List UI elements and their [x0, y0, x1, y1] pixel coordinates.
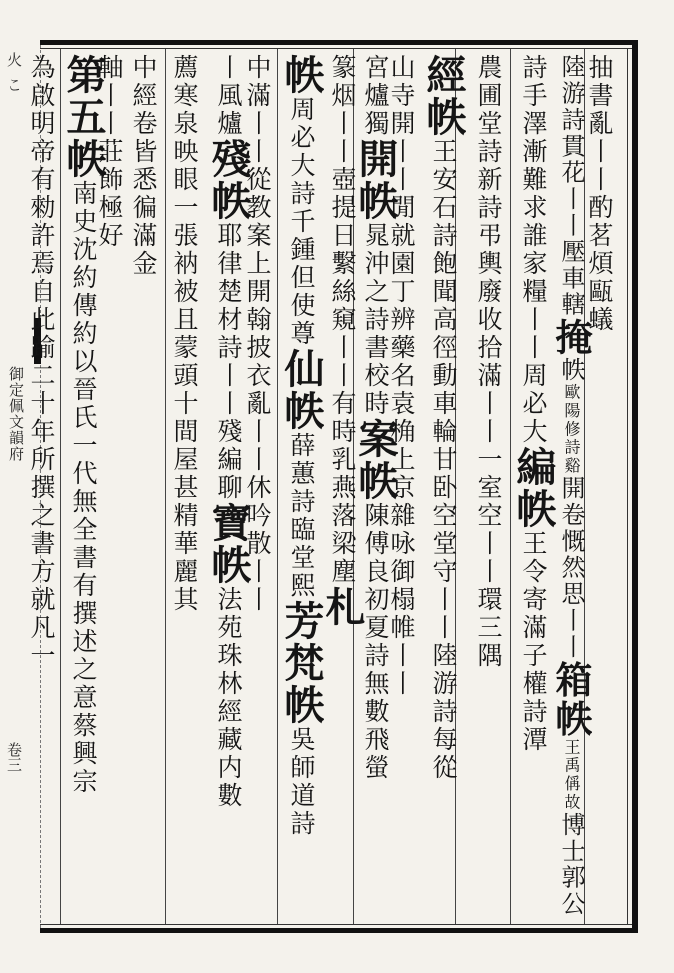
text-run: 農圃堂詩新詩弔輿廢收拾滿丨丨: [474, 54, 503, 446]
headword: 仙帙: [278, 348, 325, 432]
headword: 掩: [549, 318, 593, 357]
text-run: 南史沈約傳約以晉氏一代無全書有撰述之意蔡興宗: [69, 180, 98, 796]
text-run: 帙: [557, 357, 585, 384]
text-column: [29, 54, 54, 670]
text-run: 十間屋甚精華麗其: [170, 390, 199, 614]
frame-right-border: [632, 40, 638, 933]
text-column: [60, 54, 107, 796]
column-rule: [165, 49, 166, 924]
column-rule: [60, 49, 61, 924]
text-column: [420, 54, 467, 782]
headword: 編帙: [510, 446, 557, 530]
text-column: [319, 54, 366, 628]
text-column: [510, 54, 557, 754]
spine-head-marks: 火こ: [5, 52, 23, 102]
headword: 經帙: [420, 54, 467, 138]
frame-bottom-inner-line: [40, 924, 638, 925]
frame-right-inner-line: [627, 48, 628, 925]
text-run: 一室空丨丨環三隅: [474, 446, 503, 670]
text-run: 休吟散丨丨: [243, 474, 272, 614]
text-run: 翰披衣亂丨丨: [243, 306, 272, 474]
spine-page-number: 卷三: [5, 742, 23, 772]
text-run: 抽書亂丨丨酌茗煩甌蟻: [585, 54, 614, 334]
text-run: 詩手澤漸難求誰家糧丨丨周必大: [519, 54, 548, 446]
text-run: 陳傅良初夏詩無數飛螢: [361, 502, 390, 782]
text-run: 薦寒泉: [170, 54, 199, 138]
text-column: [172, 54, 197, 614]
text-run: 窺丨丨有時乳燕落梁塵: [328, 306, 357, 586]
column-rule: [277, 49, 278, 924]
text-run: 映眼一張衲被且蒙頭: [170, 138, 199, 390]
text-run: 王禹偁故: [562, 738, 581, 812]
frame-top-border: [40, 40, 638, 45]
frame-bottom-border: [40, 928, 638, 933]
text-run: 宮爐獨: [361, 54, 390, 138]
frame-top-inner-line: [40, 48, 638, 49]
text-column: [476, 54, 501, 670]
text-column: [278, 54, 325, 838]
text-run: 歐陽修詩谿: [562, 383, 581, 476]
text-run: 周必大詩千鍾但使尊: [287, 96, 316, 348]
text-run: 丨風爐: [214, 54, 243, 138]
text-run: 法苑珠林經藏内數: [214, 586, 243, 810]
text-run: 王安石詩飽聞高徑動車輪甘卧空堂守丨丨陸游詩每從: [429, 138, 458, 782]
text-run: 薛蕙詩臨堂熙: [287, 432, 316, 600]
text-column: [549, 54, 593, 918]
headword: 第五帙: [60, 54, 107, 180]
text-run: 為啟明帝有勑許焉自此踰二十年所撰之書方就凡一: [27, 54, 56, 670]
text-run: 吳師道詩: [287, 726, 316, 838]
text-column: [131, 54, 156, 278]
text-run: 耶律楚材詩丨丨殘編聊: [214, 222, 243, 502]
headword: 帙: [278, 54, 325, 96]
text-run: 開卷慨然思丨丨: [557, 475, 585, 661]
text-run: 晁沖之詩書校時: [361, 222, 390, 418]
headword: 開帙: [352, 138, 399, 222]
text-column: [205, 54, 252, 810]
headword: 殘帙: [205, 138, 252, 222]
text-run: 中經卷皆悉徧滿金: [129, 54, 158, 278]
text-run: 篆烟丨丨壺提日繫絲: [328, 54, 357, 306]
headword: 梵帙: [278, 642, 325, 726]
text-run: 中滿丨丨從教案上開: [243, 54, 272, 306]
text-run: 軸丨丨莊飾極好: [95, 54, 124, 250]
text-run: 博士郭公: [557, 811, 585, 918]
headword: 箱帙: [549, 660, 593, 739]
text-column: [587, 54, 612, 334]
headword: 芳: [278, 600, 325, 642]
headword: 寶帙: [205, 502, 252, 586]
text-run: 山寺開丨丨閒就園丁辨藥名袁桷上京雜咏御榻帷丨丨: [387, 54, 416, 698]
headword: 札: [319, 586, 366, 628]
text-run: 王令寄滿子權詩潭: [519, 530, 548, 754]
text-run: 陸游詩貫花丨丨壓車轄: [557, 54, 585, 318]
spine-book-title: 御定佩文韻府: [7, 366, 25, 462]
headword: 案帙: [352, 418, 399, 502]
